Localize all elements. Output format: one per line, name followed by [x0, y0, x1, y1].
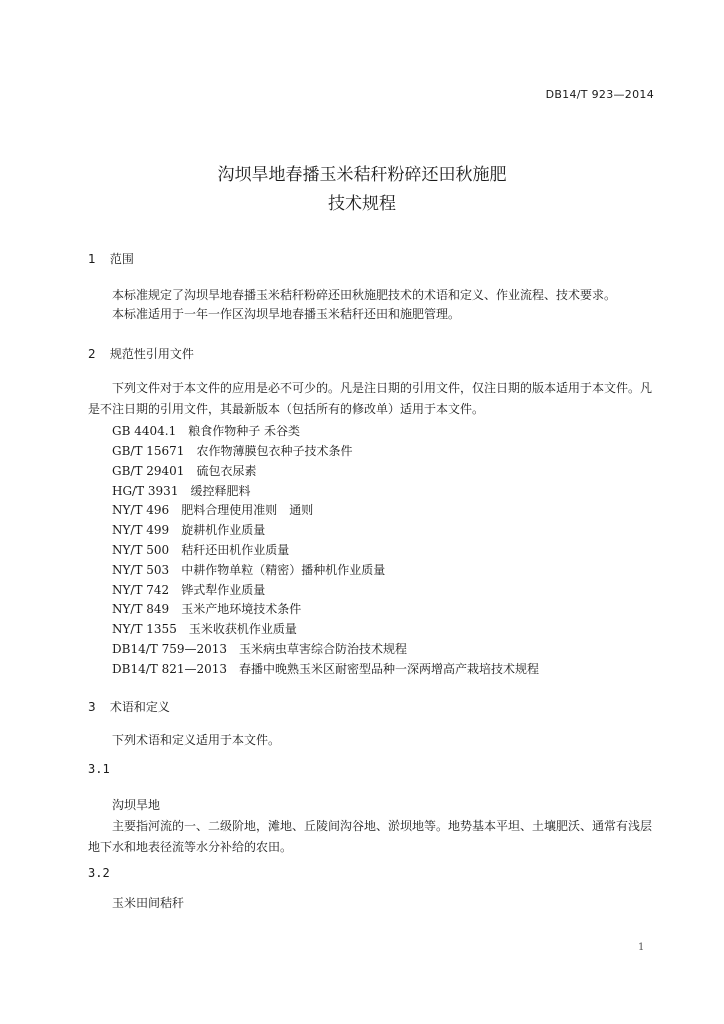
section-number: 3	[88, 700, 96, 714]
reference-item: NY/T 496 肥料合理使用准则 通则	[112, 503, 314, 517]
doc-title-line1: 沟坝旱地春播玉米秸秆粉碎还田秋施肥	[217, 165, 507, 185]
reference-item: GB/T 15671 农作物薄膜包衣种子技术条件	[112, 444, 353, 458]
doc-title-line2: 技术规程	[328, 194, 396, 214]
reference-item: DB14/T 821—2013 春播中晚熟玉米区耐密型品种一深两增高产栽培技术规程	[112, 662, 540, 676]
section-1-para-2: 本标准适用于一年一作区沟坝旱地春播玉米秸秆还田和施肥管理。	[112, 307, 461, 321]
term-number: 3.2	[88, 866, 110, 880]
section-number: 2	[88, 347, 96, 361]
section-2-heading	[88, 345, 194, 362]
term-number: 3.1	[88, 762, 110, 776]
term-definition: 主要指河流的一、二级阶地，滩地、丘陵间沟谷地、淤坝地等。地势基本平坦、土壤肥沃、通常有浅层地下水和地表径流等水分补给的农田。	[88, 819, 653, 854]
section-title: 术语和定义	[109, 700, 170, 714]
section-title: 范围	[109, 252, 134, 266]
reference-item: NY/T 503 中耕作物单粒（精密）播种机作业质量	[112, 563, 386, 577]
reference-item: NY/T 500 秸秆还田机作业质量	[112, 543, 290, 557]
term-title: 玉米田间秸秆	[112, 896, 185, 910]
section-1-heading	[88, 250, 134, 267]
reference-item: NY/T 849 玉米产地环境技术条件	[112, 602, 302, 616]
reference-item: GB 4404.1 粮食作物种子 禾谷类	[112, 424, 301, 438]
reference-item: NY/T 742 铧式犁作业质量	[112, 583, 266, 597]
page-number: 1	[638, 942, 645, 953]
section-title: 规范性引用文件	[109, 347, 194, 361]
reference-item: NY/T 499 旋耕机作业质量	[112, 523, 266, 537]
section-number: 1	[88, 252, 96, 266]
reference-item: GB/T 29401 硫包衣尿素	[112, 464, 257, 478]
section-2-intro: 下列文件对于本文件的应用是必不可少的。凡是注日期的引用文件，仅注日期的版本适用于本文件。凡是不注日期的引用文件，其最新版本（包括所有的修改单）适用于本文件。	[88, 381, 653, 416]
reference-item: NY/T 1355 玉米收获机作业质量	[112, 622, 297, 636]
section-3-intro: 下列术语和定义适用于本文件。	[112, 733, 281, 747]
doc-code: DB14/T 923—2014	[545, 88, 654, 101]
reference-item: HG/T 3931 缓控释肥料	[112, 484, 251, 498]
reference-item: DB14/T 759—2013 玉米病虫草害综合防治技术规程	[112, 642, 408, 656]
term-title: 沟坝旱地	[112, 798, 161, 812]
section-3-heading	[88, 698, 170, 715]
section-1-para-1: 本标准规定了沟坝旱地春播玉米秸秆粉碎还田秋施肥技术的术语和定义、作业流程、技术要求。	[112, 288, 617, 302]
